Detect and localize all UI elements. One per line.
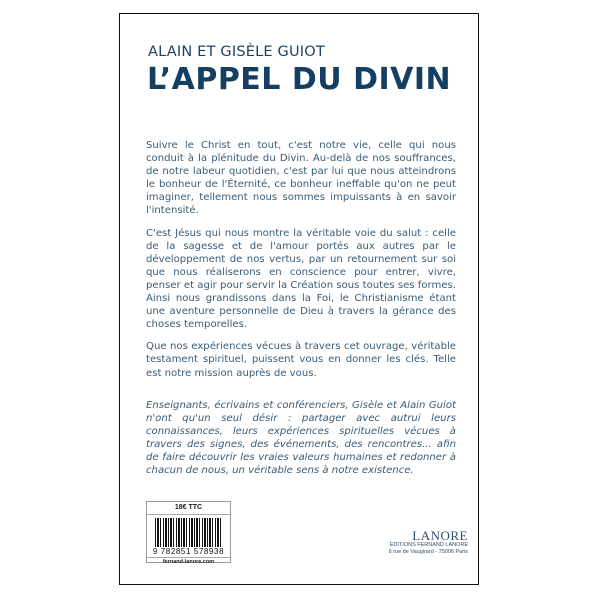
publisher-logo: LANORE <box>412 528 468 543</box>
blurb <box>146 139 456 389</box>
price-tag: 18€ TTC <box>147 502 230 515</box>
publisher-name: EDITIONS FERNAND LANORE <box>389 542 468 548</box>
book-authors: ALAIN ET GISÈLE GUIOT <box>148 44 325 60</box>
blurb-paragraph: Que nos expériences vécues à travers cet ouvrage, véritable testament spirituel, puissent vous en donner les clés. Telle est notre mission auprès de vous. <box>146 341 456 379</box>
book-back-cover <box>119 13 479 585</box>
blurb-paragraph: Suivre le Christ en tout, c'est notre vie, celle qui nous conduit à la plénitude du Divin. Au-delà de nos souffrances, de notre labeur quotidien, c'est par lui que nous atteindrons le bonheur de l'Éternité, ce bonheur ineffable qu'on ne peut imaginer, tellement nous sommes impuissants à en savoir l'intensité. <box>146 140 456 217</box>
publisher-address: 6 rue de Vaugirard - 75006 Paris <box>388 549 468 555</box>
barcode-label <box>146 501 231 563</box>
barcode-icon <box>155 518 222 548</box>
publisher-website: fernand-lanore.com <box>147 557 230 566</box>
blurb-paragraph: C'est Jésus qui nous montre la véritable voie du salut : celle de la sagesse et de l'amour portés aux autres par le développement de nos vertus, par un retournement sur soi que nous réaliserons en conscience pour entrer, vivre, penser et agir pour servir la Création sous toutes ses formes. Ainsi nous grandissons dans la Foi, le Christianisme étant une aventure personnelle de Dieu à travers la gérance des choses temporelles. <box>146 227 456 331</box>
author-bio: Enseignants, écrivains et conférenciers, Gisèle et Alain Guiot n'ont qu'un seul désir : partager avec autrui leurs connaissances, leurs expériences spirituelles vécues à travers des signes, des événements, des rencontres... afin de faire découvrir les vraies valeurs humaines et redonner à chacun de nous, un véritable sens à notre existence. <box>146 400 456 477</box>
book-title: L’APPEL DU DIVIN <box>147 62 452 97</box>
publisher-block <box>389 529 468 556</box>
isbn-number: 9 782851 578938 <box>147 547 230 556</box>
